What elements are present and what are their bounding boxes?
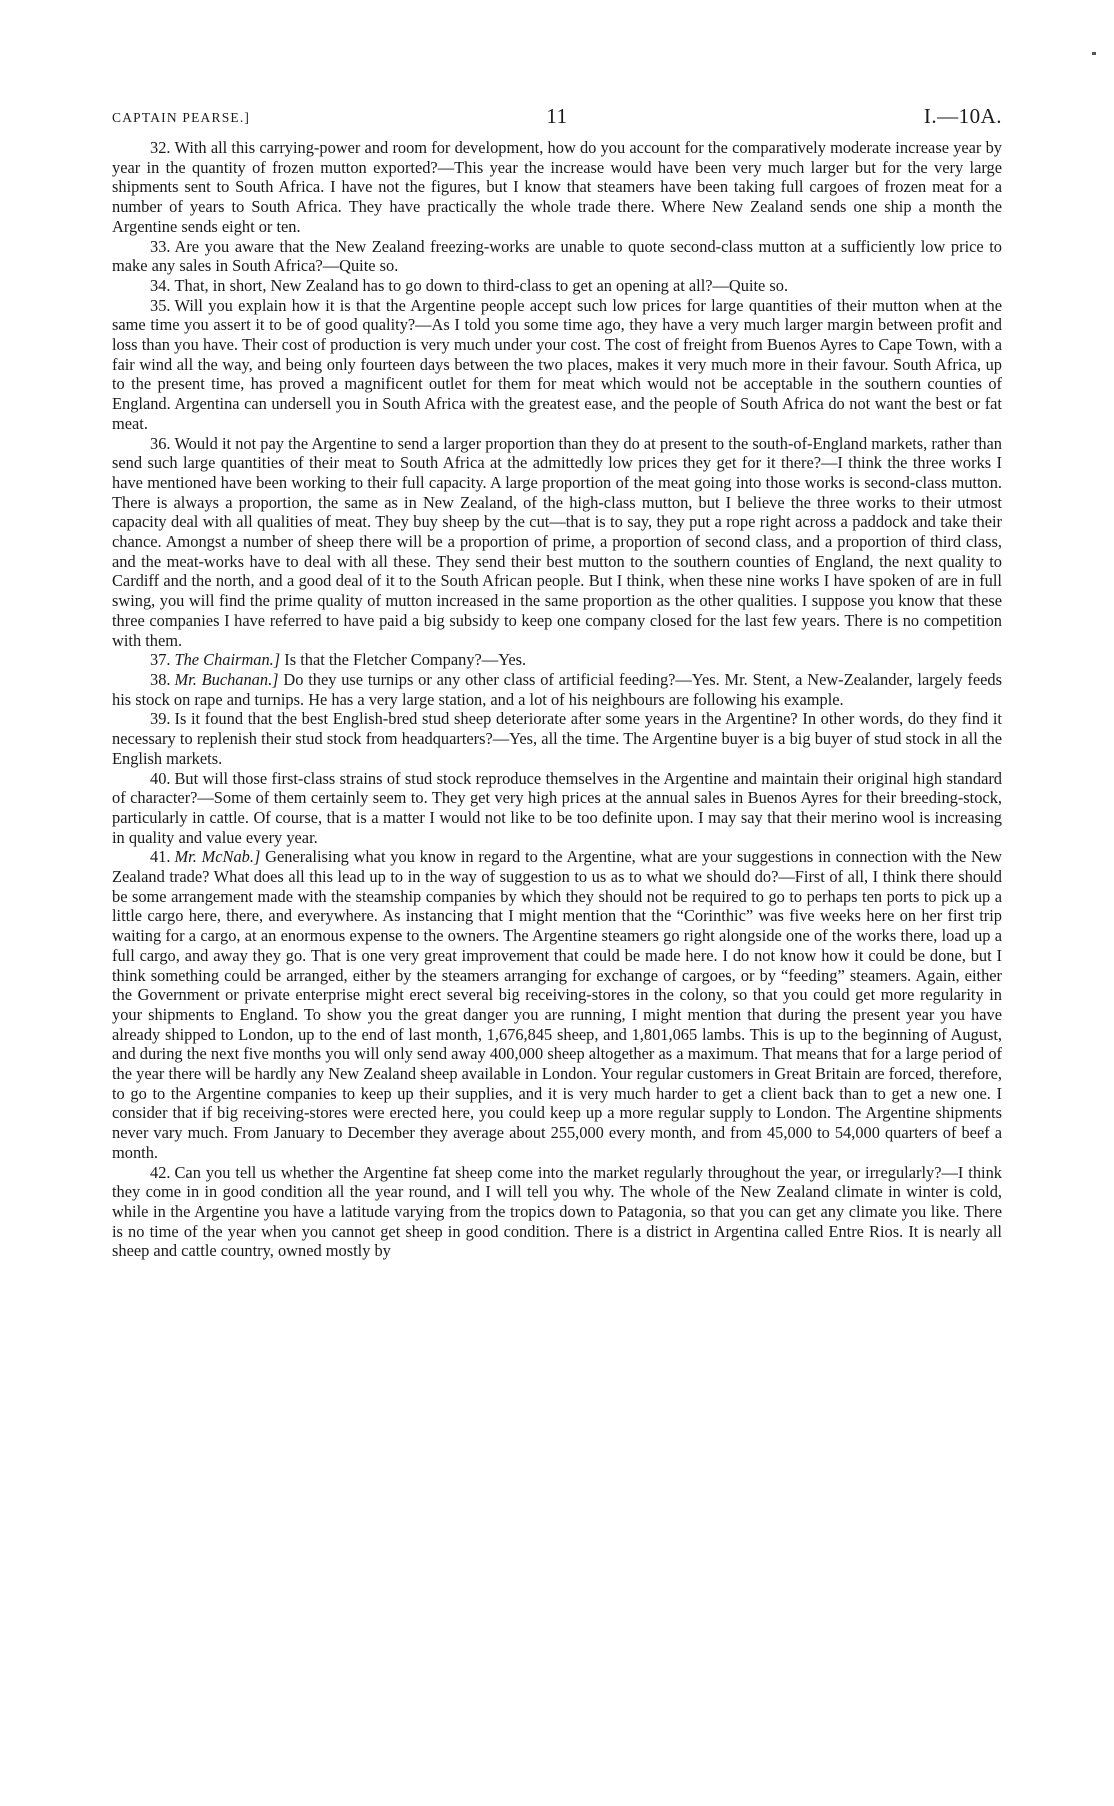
paragraph-36 — [112, 434, 1002, 651]
paragraph-41 — [112, 847, 1002, 1162]
paragraph-40 — [112, 769, 1002, 848]
question-number: 39. — [150, 709, 171, 729]
question-number: 36. — [150, 433, 171, 453]
question-number: 35. — [150, 295, 171, 315]
paragraph-34 — [112, 276, 1002, 296]
header-witness: CAPTAIN PEARSE.] — [112, 110, 251, 125]
question-number: 41. — [150, 847, 171, 867]
question-number: 42. — [150, 1162, 171, 1182]
paragraph-37 — [112, 650, 1002, 670]
paragraph-text: That, in short, New Zealand has to go down to third-class to get an opening at all?—Quite so. — [174, 275, 789, 295]
question-number: 32. — [150, 138, 171, 157]
speaker-name: Mr. McNab.] — [174, 847, 261, 867]
question-number: 37. — [150, 650, 171, 670]
evidence-text — [112, 138, 1002, 1261]
paragraph-text: With all this carrying-power and room for development, how do you account for the comparatively moderate increase year by year in the quantity of frozen mutton exported?—This year the increase would have been very much larger but for the very large shipments sent to South Africa. I have not the figures, but I know that steamers have been taking full cargoes of frozen meat for a number of years to South Africa. They have practically the whole trade there. Where New Zealand sends one ship a month the Argentine sends eight or ten. — [112, 138, 1002, 236]
paragraph-33 — [112, 237, 1002, 276]
question-number: 34. — [150, 275, 171, 295]
paragraph-text: Are you aware that the New Zealand freezing-works are unable to quote second-class mutton at a sufficiently low price to make any sales in South Africa?—Quite so. — [112, 236, 1002, 276]
paper-reference: I.—10A. — [923, 104, 1002, 128]
question-number: 38. — [150, 669, 171, 689]
paragraph-38 — [112, 670, 1002, 709]
paragraph-32 — [112, 138, 1002, 237]
speaker-name: Mr. Buchanan.] — [174, 669, 279, 689]
paragraph-text: Do they use turnips or any other class of artificial feeding?—Yes. Mr. Stent, a New-Zealander, largely feeds his stock on rape and turnips. He has a very large station, and a lot of his neighbours are following his example. — [112, 669, 1002, 709]
question-number: 33. — [150, 236, 171, 256]
paragraph-35 — [112, 296, 1002, 434]
page-number: 11 — [546, 104, 568, 128]
paragraph-text: Is that the Fletcher Company?—Yes. — [284, 650, 527, 670]
paragraph-text: Is it found that the best English-bred stud sheep deteriorate after some years in the Argentine? In other words, do they find it necessary to replenish their stud stock from headquarters?—Yes, all the time. The Argentine buyer is a big buyer of stud stock in all the English markets. — [112, 709, 1002, 768]
paragraph-42 — [112, 1163, 1002, 1262]
running-head — [112, 104, 1002, 138]
speaker-name: The Chairman.] — [174, 650, 281, 670]
paragraph-39 — [112, 709, 1002, 768]
document-page — [112, 104, 1002, 1261]
question-number: 40. — [150, 768, 171, 788]
paragraph-text: Would it not pay the Argentine to send a larger proportion than they do at present to the south-of-England markets, rather than send such large quantities of their meat to South Africa at the admittedly low prices they get for it there?—I think the three works I have mentioned have been working to their full capacity. A large proportion of the meat going into those works is second-class mutton. There is always a proportion, the same as in New Zealand, of the high-class mutton, but I believe the three works to their utmost capacity deal with all qualities of meat. They buy sheep by the cut—that is to say, they put a rope right across a paddock and take their chance. Amongst a number of sheep there will be a proportion of prime, a proportion of second class, and a proportion of third class, and the meat-works have to deal with all these. They send their best mutton to the southern counties of England, the next quality to Cardiff and the north, and a good deal of it to the South African people. But I think, when these nine works I have spoken of are in full swing, you will find the prime quality of mutton increased in the same proportion as the other qualities. I suppose you know that these three companies I have referred to have paid a big subsidy to keep one company closed for the last few years. There is no competition with them. — [112, 433, 1002, 650]
paragraph-text: Will you explain how it is that the Argentine people accept such low prices for large quantities of their mutton when at the same time you assert it to be of good quality?—As I told you some time ago, they have a very much larger margin between profit and loss than you have. Their cost of production is very much under your cost. The cost of freight from Buenos Ayres to Cape Town, with a fair wind all the way, and being only fourteen days between the two places, makes it very much more in their favour. South Africa, up to the present time, has proved a magnificent outlet for them for meat which would not be acceptable in the southern counties of England. Argentina can undersell you in South Africa with the greatest ease, and the people of South Africa do not want the best or fat meat. — [112, 295, 1002, 433]
paragraph-text: Can you tell us whether the Argentine fat sheep come into the market regularly throughout the year, or irregularly?—I think they come in in good condition all the year round, and I will tell you why. The whole of the New Zealand climate in winter is cold, while in the Argentine you have a latitude varying from the tropics down to Patagonia, so that you can get any climate you like. There is no time of the year when you cannot get sheep in good condition. There is a district in Argentina called Entre Rios. It is nearly all sheep and cattle country, owned mostly by — [112, 1162, 1002, 1261]
scan-speck — [1092, 52, 1096, 55]
paragraph-text: Generalising what you know in regard to the Argentine, what are your suggestions in connection with the New Zealand trade? What does all this lead up to in the way of suggestion to us as to what we should do?—First of all, I think there should be some arrangement made with the steamship companies by which they should not be required to go to perhaps ten ports to pick up a little cargo here, there, and everywhere. As instancing that I might mention that the “Corinthic” was five weeks here on her first trip waiting for a cargo, at an enormous expense to the owners. The Argentine steamers go right alongside one of the works there, load up a full cargo, and away they go. That is one very great improvement that could be made here. I do not know how it could be done, but I think something could be arranged, either by the steamers arranging for exchange of cargoes, or by “feeding” steamers. Again, either the Government or private enterprise might erect several big receiving-stores in the colony, so that you could get more regularity in your shipments to England. To show you the great danger you are running, I might mention that during the present year you have already shipped to London, up to the end of last month, 1,676,845 sheep, and 1,801,065 lambs. This is up to the beginning of August, and during the next five months you will only send away 400,000 sheep altogether as a maximum. That means that for a large period of the year there will be hardly any New Zealand sheep available in London. Your regular customers in Great Britain are forced, therefore, to go to the Argentine companies to keep up their supplies, and it is very much harder to get a client back than to get a new one. I consider that if big receiving-stores were erected here, you could keep up a more regular supply to London. The Argentine shipments never vary much. From January to December they average about 255,000 every month, and from 45,000 to 54,000 quarters of beef a month. — [112, 847, 1002, 1162]
paragraph-text: But will those first-class strains of stud stock reproduce themselves in the Argentine and maintain their original high standard of character?—Some of them certainly seem to. They get very high prices at the annual sales in Buenos Ayres for their breeding-stock, particularly in cattle. Of course, that is a matter I would not like to be too definite upon. I may say that their merino wool is increasing in quality and value every year. — [112, 768, 1002, 847]
